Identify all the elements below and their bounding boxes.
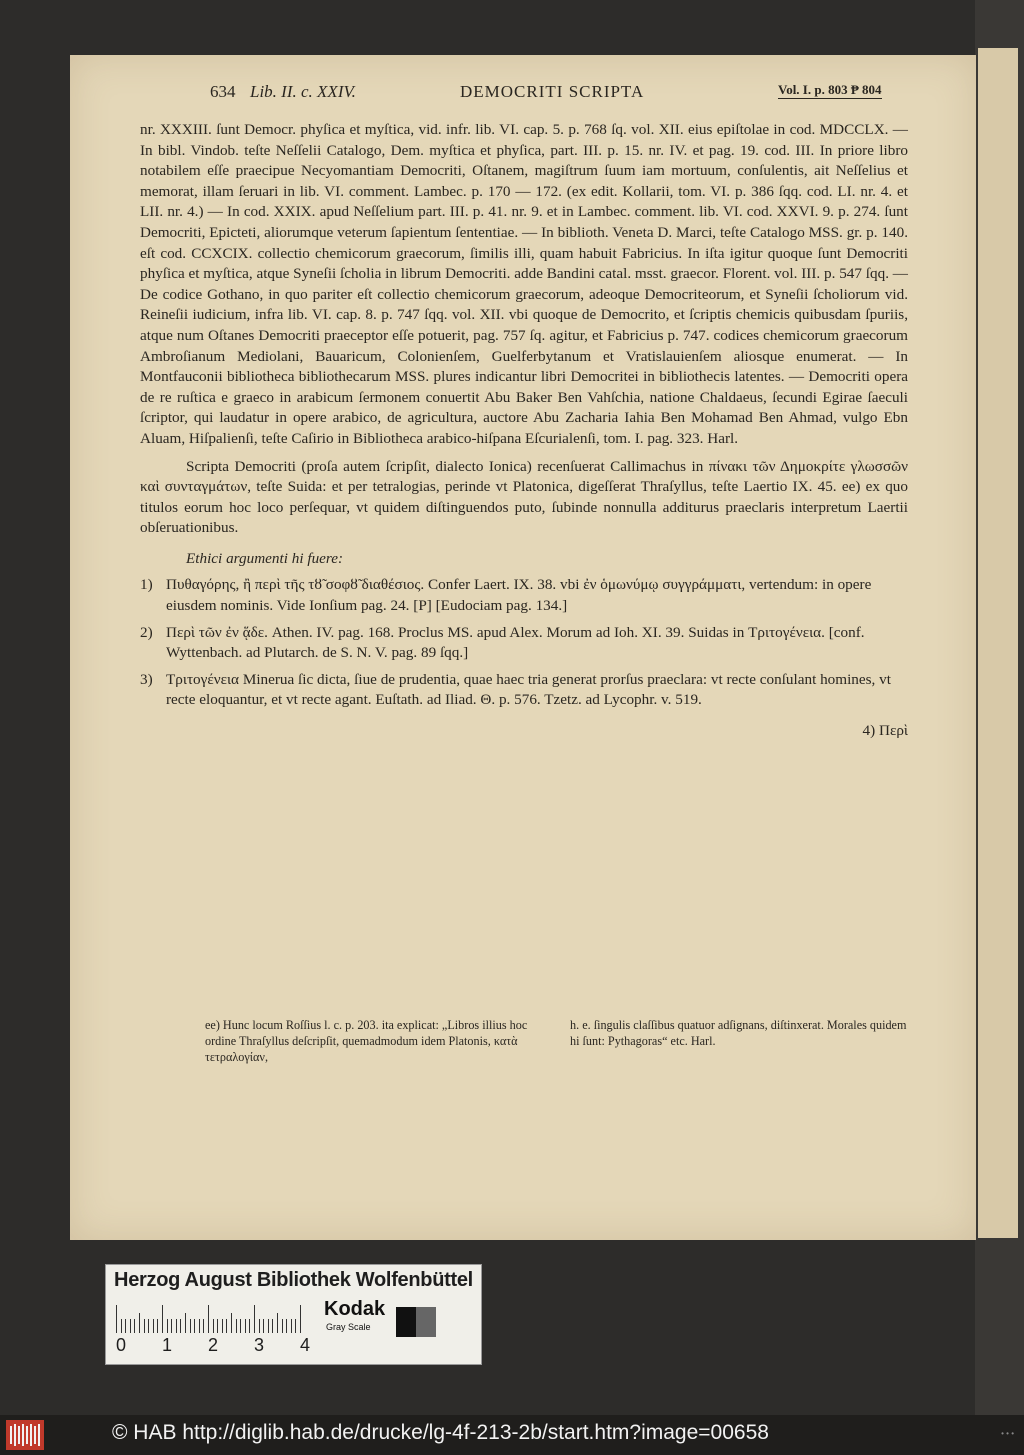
- ruler-tick: [272, 1319, 273, 1333]
- ruler-tick: [139, 1313, 140, 1333]
- ruler-tick: [231, 1313, 232, 1333]
- ruler-tick: [185, 1313, 186, 1333]
- ruler-tick: [203, 1319, 204, 1333]
- catchword: 4) Περὶ: [862, 722, 908, 740]
- ruler-tick: [259, 1319, 260, 1333]
- ruler-tick: [125, 1319, 126, 1333]
- ruler-tick: [180, 1319, 181, 1333]
- item-text: Τριτογένεια Minerua ſic dicta, ſiue de prudentia, quae haec tria generat prorſus praeclara: vt recte conſulant homines, vt recte eloquantur, et vt recte agant. Euſtath. ad Iliad. Θ. p. 576. Tzetz. ad Lycophr. v. 519.: [166, 670, 891, 709]
- ruler-number: 2: [208, 1335, 219, 1355]
- ruler-tick: [157, 1319, 158, 1333]
- item-text: Περὶ τῶν ἐν ᾅδε. Athen. IV. pag. 168. Proclus MS. apud Alex. Morum ad Ioh. XI. 39. Suidas in Τριτογένεια. [conf. Wyttenbach. ad Plutarch. de S. N. V. pag. 89 ſqq.]: [166, 623, 865, 662]
- ruler-tick: [190, 1319, 191, 1333]
- hab-logo-icon: [6, 1420, 44, 1450]
- color-target: [105, 1264, 482, 1365]
- ruler-tick: [217, 1319, 218, 1333]
- ruler-number: 4: [300, 1335, 311, 1355]
- volume-reference: Vol. I. p. 803 ₱ 804: [778, 82, 882, 97]
- footnote-right: h. e. ſingulis claſſibus quatuor adſignans, diſtinxerat. Morales quidem hi ſunt: Pythagoras“ etc. Harl.: [570, 1018, 907, 1048]
- footnote-left: ee) Hunc locum Roſſius l. c. p. 203. ita explicat: „Libros illius hoc ordine Thraſyllus deſcripſit, quemadmodum idem Platonis, κατὰ τετραλογίαν,: [205, 1018, 528, 1064]
- ruler-tick: [199, 1319, 200, 1333]
- ruler-tick: [291, 1319, 292, 1333]
- ruler-tick: [153, 1319, 154, 1333]
- ruler-tick: [277, 1313, 278, 1333]
- next-page-edge: [978, 48, 1018, 1238]
- ruler-tick: [240, 1319, 241, 1333]
- ruler-tick: [130, 1319, 131, 1333]
- ruler-tick: [171, 1319, 172, 1333]
- ruler-tick: [167, 1319, 168, 1333]
- ruler-tick: [249, 1319, 250, 1333]
- ruler-tick: [286, 1319, 287, 1333]
- ruler-tick: [226, 1319, 227, 1333]
- ruler-tick: [236, 1319, 237, 1333]
- footer-dots: • • •: [1001, 1429, 1014, 1438]
- ruler-tick: [213, 1319, 214, 1333]
- ruler-number: 0: [116, 1335, 127, 1355]
- list-item: [140, 670, 908, 711]
- ruler-tick: [282, 1319, 283, 1333]
- footer-bar: [0, 1415, 1024, 1455]
- main-text: [140, 120, 908, 742]
- ruler-tick: [148, 1319, 149, 1333]
- ruler-tick: [222, 1319, 223, 1333]
- library-name: Herzog August Bibliothek Wolfenbüttel: [114, 1269, 473, 1291]
- ruler-tick: [162, 1305, 163, 1333]
- ruler-tick: [121, 1319, 122, 1333]
- item-number: 1): [140, 576, 153, 594]
- list-item: [140, 623, 908, 664]
- paragraph-2: Scripta Democriti (proſa autem ſcripſit, dialecto Ionica) recenſuerat Callimachus in πίνακι τῶν Δημοκρίτε γλωσσῶν καὶ συνταγμάτων, teſte Suida: et per tetralogias, perinde vt Platonica, digeſſerat Thraſyllus, teſte Laertio IX. 45. ee) ex quo titulos eorum hoc loco perſequar, vt quidem diſtinguendos puto, ſubinde nonnulla additurus praeclaris interpretum Laertii obſeruationibus.: [140, 457, 908, 537]
- ruler-tick: [254, 1305, 255, 1333]
- item-number: 3): [140, 670, 153, 688]
- copyright-url: © HAB http://diglib.hab.de/drucke/lg-4f-213-2b/start.htm?image=00658: [112, 1421, 769, 1444]
- ethici-heading: Ethici argumenti hi fuere:: [186, 549, 344, 567]
- item-text: Πυθαγόρης, ἢ περὶ τῆς τȣ̃ σοφȣ̃ διαθέσιος. Confer Laert. IX. 38. vbi ἐν ὁμωνύμῳ συγγράμματι, vertendum: in opere eiusdem nominis. Vide Ionſium pag. 24. [P] [Eudociam pag. 134.]: [166, 576, 872, 615]
- ruler-tick: [268, 1319, 269, 1333]
- list-item: [140, 575, 908, 616]
- ruler-number: 3: [254, 1335, 265, 1355]
- ruler-tick: [263, 1319, 264, 1333]
- kodak-logo: Kodak: [324, 1298, 386, 1320]
- ruler-tick: [245, 1319, 246, 1333]
- book-reference: Lib. II. c. XXIV.: [250, 82, 356, 101]
- ruler-tick: [176, 1319, 177, 1333]
- ruler-tick: [194, 1319, 195, 1333]
- ruler-number: 1: [162, 1335, 173, 1355]
- ruler-tick: [300, 1305, 301, 1333]
- ruler-tick: [295, 1319, 296, 1333]
- ruler-tick: [208, 1305, 209, 1333]
- running-title: DEMOCRITI SCRIPTA: [460, 82, 645, 101]
- gray-scale-label: Gray Scale: [326, 1322, 371, 1332]
- gray-patch: [396, 1307, 436, 1337]
- page-number: 634: [210, 82, 236, 101]
- ruler-tick: [134, 1319, 135, 1333]
- item-number: 2): [140, 623, 153, 641]
- paragraph-1: nr. XXXIII. ſunt Democr. phyſica et myſtica, vid. infr. lib. VI. cap. 5. p. 768 ſq. vol. XII. eius epiſtolae in cod. MDCCLX. — In bibl. Vindob. teſte Neſſelii Catalogo, Dem. myſtica et phyſica, part. III. p. 15. nr. IV. et pag. 19. cod. III. In priore libro notabilem eſſe praecipue Necyomantiam Democriti, Oſtanem, magiſtrum ſuum iam mortuum, conſulentis, ait Neſſelius et memorat, illam ſeruari in lib. VI. comment. Lambec. p. 170 — 172. (ex edit. Kollarii, tom. VI. p. 386 ſqq. cod. LI. nr. 4. et LII. nr. 4.) — In cod. XXIX. apud Neſſelium part. III. p. 41. nr. 9. et in Lambec. comment. lib. VI. cod. XXVI. 9. p. 274. ſunt Democriti, Epicteti, aliorumque veterum ſapientum ſententiae. — In biblioth. Veneta D. Marci, teſte Catalogo MSS. gr. p. 140. eſt cod. CCXCIX. collectio chemicorum graecorum, ſimilis illi, quam habuit Fabricius. In iſta igitur quoque ſunt Democriti phyſica et myſtica, atque Syneſii ſcholia in librum Democriti. adde Bandini catal. msst. graecor. Florent. vol. III. p. 547 ſqq. — De codice Gothano, in quo pariter eſt collectio chemicorum graecorum, adeoque Democriteorum, et Syneſii ſcholiorum vid. Reineſii iudicium, infra lib. VI. cap. 8. p. 747 ſqq. vol. XII. vbi quoque de Democrito, et ſcriptis chemicis quibusdam ſpuriis, atque num Oſtanes Democriti praeceptor eſſe potuerit, pag. 757 ſq. agitur, et Fabricius p. 747. codices chemicorum graecorum Ambroſianum Mediolani, Bauaricum, Colonienſem, Guelferbytanum et Vratislauienſem aliosque enumerat. — In Montfauconii bibliotheca bibliothecarum MSS. plures indicantur libri Democritei in bibliothecis latentes. — Democriti opera de re ruſtica e graeco in arabicum ſermonem conuertit Abu Baker Ben Vahſchia, natione Chaldaeus, ſecundi Egirae ſaeculi ſcriptor, qui laudatur in opere arabico, de agricultura, auctore Abu Zacharia Iahia Ben Mohamad Ben Ahmad, vulgo Ebn Aluam, Hiſpalienſi, teſte Caſirio in Bibliotheca arabico-hiſpana Eſcurialenſi, tom. I. pag. 323. Harl.: [140, 121, 908, 447]
- ruler-tick: [116, 1305, 117, 1333]
- ruler-tick: [144, 1319, 145, 1333]
